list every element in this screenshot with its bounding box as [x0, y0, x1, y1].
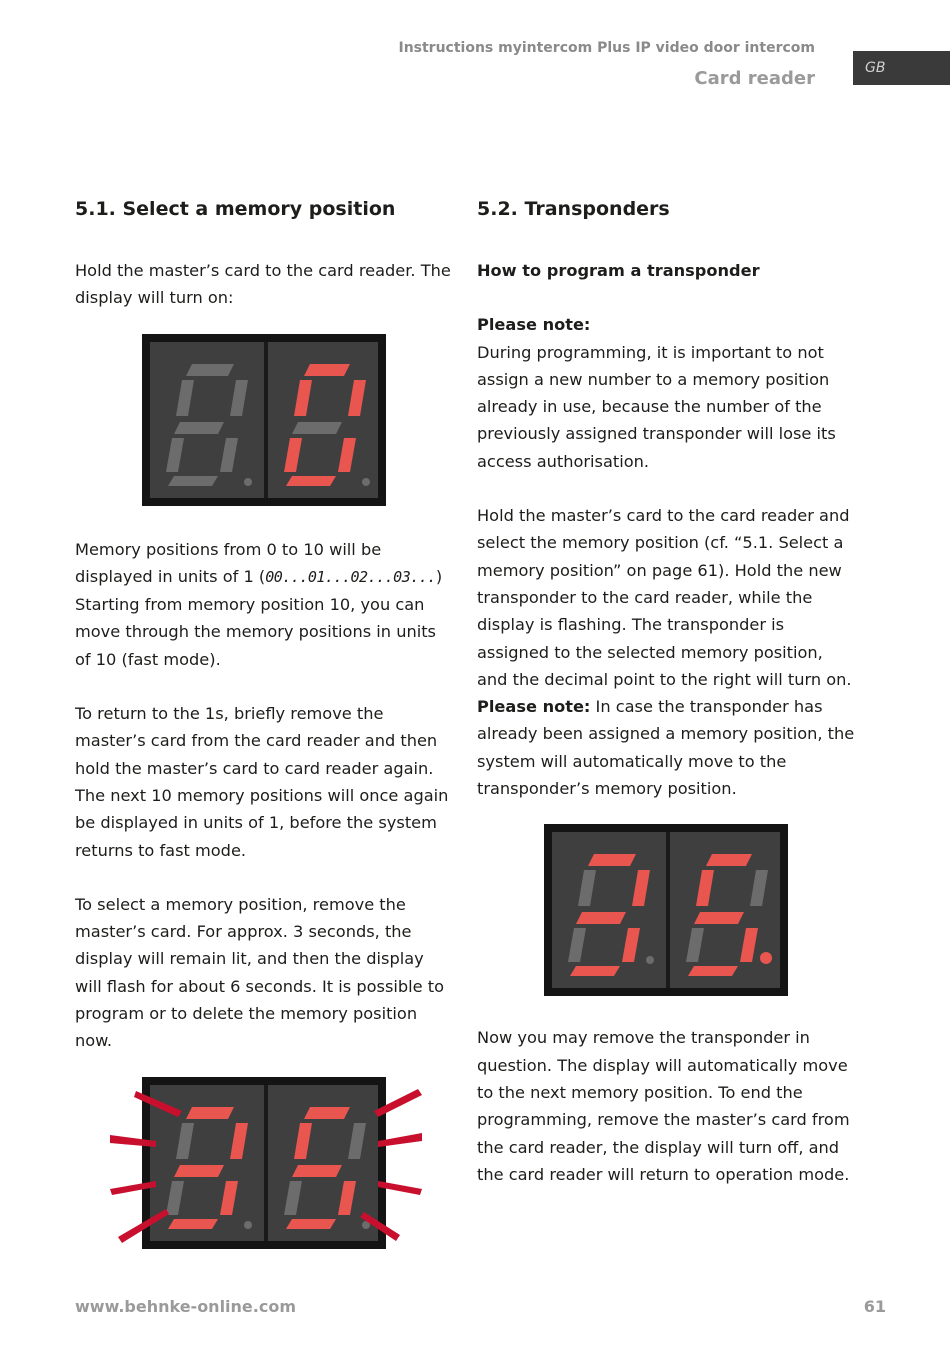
units-paragraph — [75, 536, 455, 592]
decimal-point-on — [760, 952, 772, 964]
note2-paragraph — [477, 693, 857, 802]
units-sequence: 00...01...02...03... — [265, 567, 436, 586]
display-image-with-point — [544, 824, 788, 996]
section-heading-5-1: 5.1. Select a memory position — [75, 198, 396, 220]
note-label: Please note: — [477, 315, 591, 335]
units-text-end: ) — [435, 566, 443, 586]
select-paragraph: To select a memory position, remove the master’s card. For approx. 3 seconds, the display will remain lit, and then the display will flash for about 6 seconds. It is possible to program or to delete the memory position now. — [75, 894, 445, 1051]
program-subheading: How to program a transponder — [477, 261, 760, 280]
program-paragraph: Hold the master’s card to the card reader and select the memory position (cf. “5.1. Select a memory position” on page 61). Hold the new transponder to the card reader, while the display is flashing. The transponder is assigned to the selected memory position, and the decimal point to the right will turn on. — [477, 506, 852, 689]
language-tab: GB — [853, 51, 950, 85]
note-text: During programming, it is important to not assign a new number to a memory position already in use, because the number of the previously assigned transponder will lose its access authorisation. — [477, 342, 836, 471]
section-title: Card reader — [694, 68, 815, 89]
return-paragraph: To return to the 1s, briefly remove the master’s card from the card reader and then hold the master’s card to card reader again. The next 10 memory positions will once again be displayed in units of 1, before the system returns to fast mode. — [75, 704, 449, 860]
intro-paragraph: Hold the master’s card to the card reader. The display will turn on: — [75, 261, 451, 308]
right-column — [477, 195, 857, 1188]
display-image-flashing — [142, 1077, 386, 1249]
display-image-zero — [142, 334, 386, 506]
units-text-start: Memory positions from 0 to 10 will be displayed in units of 1 ( — [75, 539, 382, 586]
footer-url: www.behnke-online.com — [75, 1297, 297, 1316]
section-heading-5-2: 5.2. Transponders — [477, 198, 670, 220]
fast-mode-paragraph: Starting from memory position 10, you can move through the memory positions in units of 10 (fast mode). — [75, 595, 436, 669]
note2-label: Please note: — [477, 697, 591, 717]
note2-text: In case the transponder has already been assigned a memory position, the system will automatically move to the transponder’s memory position. — [477, 697, 855, 799]
remove-paragraph: Now you may remove the transponder in question. The display will automatically move to the next memory position. To end the programming, remove the master’s card from the card reader, the display will turn off, and the card reader will return to operation mode. — [477, 1028, 850, 1184]
left-column — [75, 195, 455, 1249]
document-title: Instructions myintercom Plus IP video door intercom — [398, 40, 815, 56]
page-number: 61 — [863, 1297, 886, 1316]
